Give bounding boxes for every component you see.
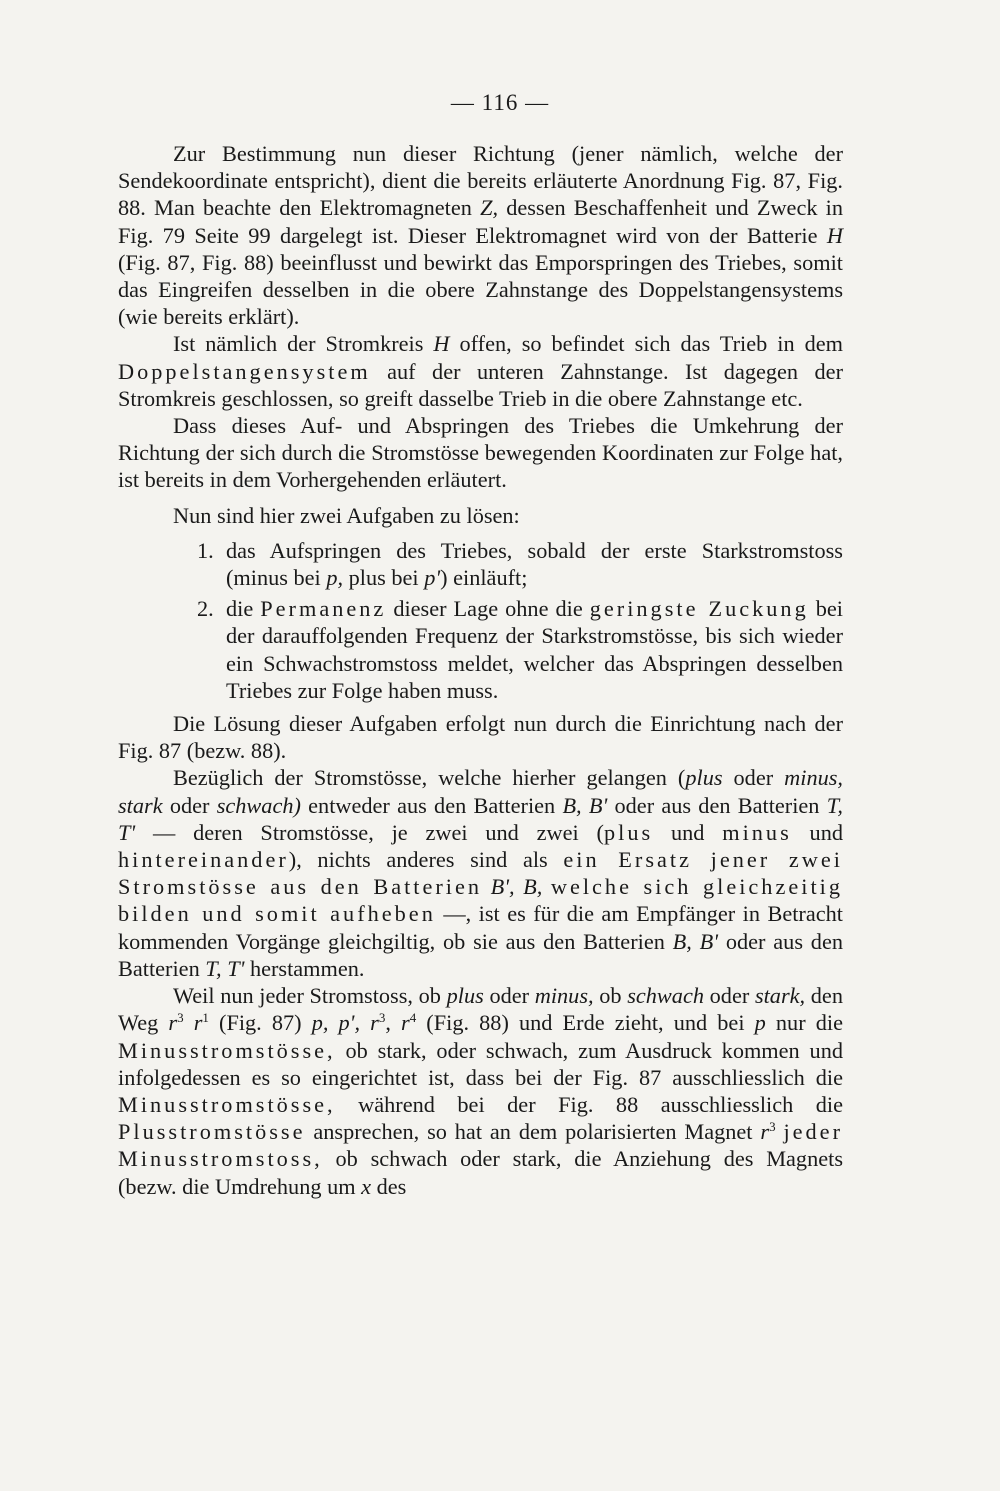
list-item: 1. das Aufspringen des Triebes, sobald der erste Starkstromstoss (minus bei p, plus bei p') einläuft; — [197, 537, 843, 591]
paragraph: Ist nämlich der Stromkreis H offen, so befindet sich das Trieb in dem Doppelstangensystem auf der unteren Zahnstange. Ist dagegen der Stromkreis geschlossen, so greift dasselbe Trieb in die obere Zahnstange etc. — [118, 331, 843, 411]
paragraph: Dass dieses Auf- und Abspringen des Triebes die Umkehrung der Richtung der sich durch die Stromstösse bewegenden Koordinaten zur Folge hat, ist bereits in dem Vorhergehenden erläutert. — [118, 413, 843, 493]
paragraph: Nun sind hier zwei Aufgaben zu lösen: — [173, 502, 520, 528]
paragraph: Zur Bestimmung nun dieser Richtung (jener nämlich, welche der Sendekoordinate entspricht), dient die bereits erläuterte Anordnung Fig. 87, Fig. 88. Man beachte den Elektromagneten Z, dessen Beschaffenheit und Zweck in Fig. 79 Seite 99 dargelegt ist. Dieser Elektromagnet wird von der Batterie H (Fig. 87, Fig. 88) beeinflusst und bewirkt das Emporspringen des Triebes, somit das Eingreifen desselben in die obere Zahnstange des Doppelstangensystems (wie bereits erklärt). — [118, 141, 843, 330]
body-text — [118, 140, 843, 1200]
paragraph: Die Lösung dieser Aufgaben erfolgt nun durch die Einrichtung nach der Fig. 87 (bezw. 88). — [118, 711, 843, 764]
list-item: 2. die Permanenz dieser Lage ohne die geringste Zuckung bei der darauffolgenden Frequenz der Starkstromstösse, bis sich wieder ein Schwachstromstoss meldet, welcher das Abspringen desselben Triebes zur Folge haben muss. — [197, 596, 843, 703]
paragraph: Bezüglich der Stromstösse, welche hierher gelangen (plus oder minus, stark oder schwach) entweder aus den Batterien B, B' oder aus den Batterien T, T' — deren Stromstösse, je zwei und zwei (plus und minus und hintereinander), nichts anderes sind als ein Ersatz jener zwei Stromstösse aus den Batterien B', B, welche sich gleichzeitig bilden und somit aufheben —, ist es für die am Empfänger in Betracht kommenden Vorgänge gleichgiltig, ob sie aus den Batterien B, B' oder aus den Batterien T, T' herstammen. — [118, 765, 844, 981]
task-list — [118, 537, 843, 704]
page-number: — 116 — — [450, 90, 550, 115]
paragraph: Weil nun jeder Stromstoss, ob plus oder minus, ob schwach oder stark, den Weg $r^3$ $r^1$ (Fig. 87) p, p', $r^3$, $r^4$ (Fig. 88) und Erde zieht, und bei p nur die Minusstromstösse, ob stark, oder schwach, zum Ausdruck kommen und infolgedessen es so eingerichtet ist, dass bei der Fig. 87 ausschliesslich die Minusstromstösse, während bei der Fig. 88 ausschliesslich die Plusstromstösse ansprechen, so hat an dem polarisierten Magnet $r^3$ jeder Minusstromstoss, ob schwach oder stark, die Anziehung des Magnets (bezw. die Umdrehung um x des — [118, 983, 843, 1199]
